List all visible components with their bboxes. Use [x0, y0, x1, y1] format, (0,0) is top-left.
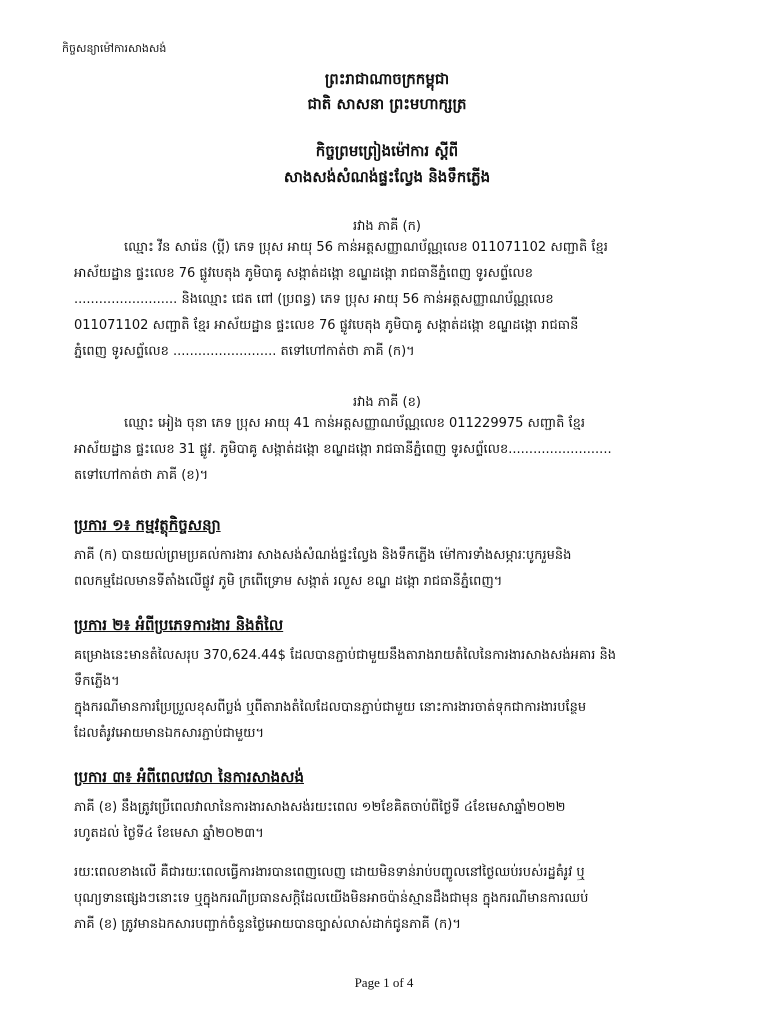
party-b-line: ឈ្មោះ អៀង ចុនា ភេទ ប្រុស អាយុ 41 កាន់អត្តសញ្ញាណប័ណ្ណលេខ 011229975 សញ្ជាតិ ខ្មែរ — [124, 416, 586, 431]
article-line: គម្រោងនេះមានតំលៃសរុប 370,624.44$ ដែលបានភ្ជាប់ជាមួយនឹងតារាងរាយតំលៃនៃការងារសាងសង់អគារ និង — [74, 648, 617, 663]
party-b-heading: រវាង ភាគី (ខ) — [353, 395, 421, 410]
article-line: បុណ្យទានផ្សេងៗនោះទេ ឬក្នុងករណីប្រធានសក្តិដែលយើងមិនអាចប៉ាន់ស្មានដឹងជាមុន ក្នុងករណីមានការឈប់ — [74, 891, 589, 906]
article-line: ភាគី (ខ) ត្រូវមានឯកសារបញ្ជាក់ចំនួនថ្ងៃអោយបានច្បាស់លាស់ដាក់ជូនភាគី (ក)។ — [74, 917, 461, 932]
running-header: កិច្ចសន្យាម៉ៅការសាងសង់ — [62, 42, 167, 55]
article-2-heading: ប្រការ ២៖ អំពីប្រភេទការងារ និងតំលៃ — [74, 616, 284, 634]
page-number: Page 1 of 4 — [354, 975, 414, 990]
article-3-extra — [74, 860, 724, 938]
article-line: រយៈពេលខាងលើ គឺជារយៈពេលធ្វើការងារបានពេញលេញ ដោយមិនទាន់រាប់បញ្ចូលនៅថ្ងៃឈប់របស់រដ្ឋតំរូវ ឬ — [74, 865, 585, 880]
article-line: ក្នុងករណីមានការប្រែប្រួលខុសពីប្លង់ ឬពីតារាងតំលៃដែលបានភ្ជាប់ជាមួយ នោះការងារចាត់ទុកជាការងារបន្ថែម — [74, 700, 587, 715]
article-line: ភាគី (ខ) នឹងត្រូវប្រើពេលវាលានៃការងារសាងសង់រយះពេល ១២ខែគិតចាប់ពីថ្ងៃទី ៤ខែមេសាឆ្នាំ២០២២ — [74, 800, 566, 815]
party-b-line: តទៅហៅកាត់ថា ភាគី (ខ)។ — [74, 468, 209, 483]
article-line: ទឹកភ្លើង។ — [74, 674, 120, 689]
kingdom-title: ព្រះរាជាណាចក្រកម្ពុជា — [324, 70, 450, 88]
document-subtitle: សាងសង់សំណង់ផ្ទះល្វែង និងទឹកភ្លើង — [283, 168, 491, 186]
party-a-line: ភ្នំពេញ ទូរសព្ទ័លេខ ......................... តទៅហៅកាត់ថា ភាគី (ក)។ — [74, 344, 415, 359]
party-a-heading: រវាង ភាគី (ក) — [353, 219, 421, 234]
article-1-heading: ប្រការ ១៖ កម្មវត្ថុកិច្ចសន្យា — [74, 516, 221, 534]
article-line: ដែលតំរូវអោយមានឯកសារភ្ជាប់ជាមួយ។ — [74, 726, 265, 741]
party-a-paragraph — [74, 235, 724, 365]
article-line: ភាគី (ក) បានយល់ព្រមប្រគល់ការងារ សាងសង់សំណង់ផ្ទះល្វែង និងទឹកភ្លើង ម៉ៅការទាំងសម្ភារៈបូករួមនិង — [74, 548, 572, 563]
party-a-line: 011071102 សញ្ជាតិ ខ្មែរ អាស័យដ្ឋាន ផ្ទះលេខ 76 ផ្លូវបេតុង ភូមិបាគូ សង្កាត់ដង្កោ ខណ្ឌដង្កោ រាជធានី — [74, 318, 579, 333]
party-a-line: ឈ្មោះ វីន សារ៉េន (ប្តី) ភេទ ប្រុស អាយុ 56 កាន់អត្តសញ្ញាណប័ណ្ណលេខ 011071102 សញ្ជាតិ ខ្មែរ — [124, 240, 608, 255]
article-line: ពលកម្មដែលមានទីតាំងលើផ្លូវ ភូមិ ក្រពើទ្រោម សង្កាត់ រលួស ខណ្ឌ ដង្កោ រាជធានីភ្នំពេញ។ — [74, 574, 503, 589]
party-b-paragraph — [74, 411, 724, 489]
article-line: រហូតដល់ ថ្ងៃទី៤ ខែមេសា ឆ្នាំ២០២៣។ — [74, 826, 264, 841]
party-a-line: អាស័យដ្ឋាន ផ្ទះលេខ 76 ផ្លូវបេតុង ភូមិបាគូ សង្កាត់ដង្កោ ខណ្ឌដង្កោ រាជធានីភ្នំពេញ ទូរសព្ទ័លេខ — [74, 266, 534, 281]
motto-title: ជាតិ សាសនា ព្រះមហាក្សត្រ — [307, 95, 467, 113]
article-3-heading: ប្រការ ៣៖ អំពីពេលវេលា នៃការសាងសង់ — [74, 768, 304, 786]
article-2-body — [74, 643, 724, 747]
party-a-line: ......................... និងឈ្មោះ ជេត ពៅ (ប្រពន្ធ) ភេទ ប្រុស អាយុ 56 កាន់អត្តសញ្ញាណប័ណ្ណលេខ — [74, 292, 554, 307]
article-3-body — [74, 795, 724, 847]
party-b-line: អាស័យដ្ឋាន ផ្ទះលេខ 31 ផ្លូវ. ភូមិបាគូ សង្កាត់ដង្កោ ខណ្ឌដង្កោ រាជធានីភ្នំពេញ ទូរសព្ទ័លេខ......................... — [74, 442, 612, 457]
document-title: កិច្ចព្រមព្រៀងម៉ៅការ ស្តីពី — [315, 142, 459, 160]
article-1-body — [74, 543, 724, 595]
